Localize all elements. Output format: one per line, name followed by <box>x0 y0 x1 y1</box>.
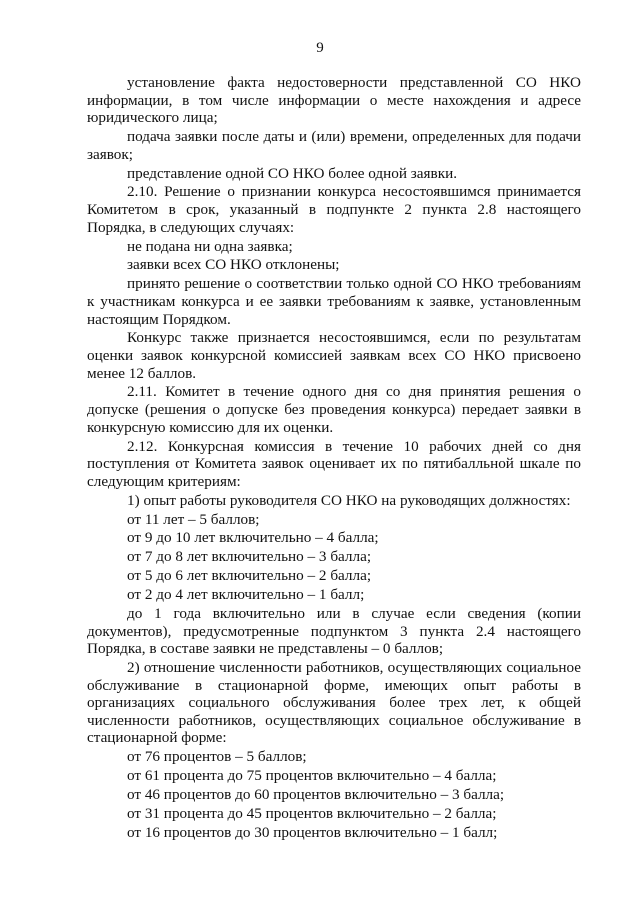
paragraph: от 9 до 10 лет включительно – 4 балла; <box>127 529 379 547</box>
paragraph: от 5 до 6 лет включительно – 2 балла; <box>127 567 372 585</box>
paragraph: не подана ни одна заявка; <box>127 237 293 255</box>
paragraph: Конкурс также признается несостоявшимся, если по результатам оценки заявок конкурсной комиссией заявкам всех СО НКО присвоено менее 12 баллов. <box>87 329 581 382</box>
paragraph: принято решение о соответствии только одной СО НКО требованиям к участникам конкурса и ее заявки требованиям к заявке, установленным настоящим Порядком. <box>87 275 581 328</box>
paragraph: 2.10. Решение о признании конкурса несостоявшимся принимается Комитетом в срок, указанный в подпункте 2 пункта 2.8 настоящего Порядка, в следующих случаях: <box>87 183 581 236</box>
paragraph: от 11 лет – 5 баллов; <box>127 510 260 528</box>
paragraph: заявки всех СО НКО отклонены; <box>127 256 340 274</box>
document-body <box>87 74 581 843</box>
page-number: 9 <box>316 40 324 56</box>
paragraph: представление одной СО НКО более одной заявки. <box>127 164 457 182</box>
paragraph: 2.12. Конкурсная комиссия в течение 10 рабочих дней со дня поступления от Комитета заявок оценивает их по пятибалльной шкале по следующим критериям: <box>87 437 581 490</box>
paragraph: от 31 процента до 45 процентов включительно – 2 балла; <box>127 804 497 822</box>
paragraph: 2.11. Комитет в течение одного дня со дня принятия решения о допуске (решения о допуске без проведения конкурса) передает заявки в конкурсную комиссию для их оценки. <box>87 383 581 436</box>
paragraph: от 61 процента до 75 процентов включительно – 4 балла; <box>127 767 497 785</box>
paragraph: от 7 до 8 лет включительно – 3 балла; <box>127 548 372 566</box>
paragraph: подача заявки после даты и (или) времени, определенных для подачи заявок; <box>87 128 581 163</box>
paragraph: от 76 процентов – 5 баллов; <box>127 748 307 766</box>
paragraph: до 1 года включительно или в случае если сведения (копии документов), предусмотренные подпунктом 3 пункта 2.4 настоящего Порядка, в составе заявки не представлены – 0 баллов; <box>87 604 581 658</box>
paragraph: от 2 до 4 лет включительно – 1 балл; <box>127 586 365 604</box>
paragraph: от 16 процентов до 30 процентов включительно – 1 балл; <box>127 823 498 841</box>
paragraph: от 46 процентов до 60 процентов включительно – 3 балла; <box>127 786 505 804</box>
paragraph: 2) отношение численности работников, осуществляющих социальное обслуживание в стационарной форме, имеющих опыт работы в организациях социального обслуживания более трех лет, к общей численности работников, осуществляющих социальное обслуживание в стационарной форме: <box>87 659 581 747</box>
paragraph: 1) опыт работы руководителя СО НКО на руководящих должностях: <box>127 491 571 509</box>
paragraph: установление факта недостоверности представленной СО НКО информации, в том числе информации о месте нахождения и адресе юридического лица; <box>87 74 581 127</box>
